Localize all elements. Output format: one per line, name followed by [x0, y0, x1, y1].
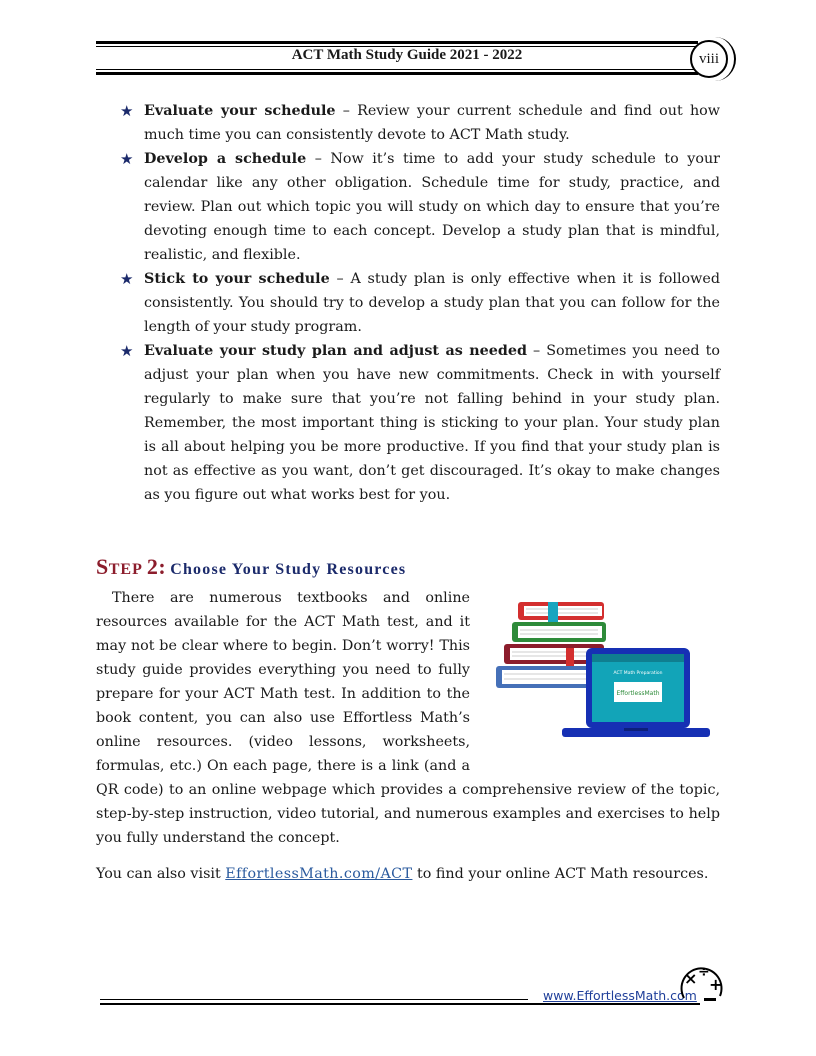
step-number: 2:	[146, 554, 167, 579]
list-item	[120, 267, 720, 339]
svg-text:×: ×	[684, 969, 698, 988]
page-number: viii	[690, 40, 728, 78]
star-icon: ★	[120, 342, 134, 360]
svg-text:÷: ÷	[698, 964, 710, 980]
bullet-text: – A study plan is only effective when it is followed consistently. You should try to develop a study plan that you can follow for the length of your study program.	[144, 271, 720, 335]
intro-line: There are numerous textbooks and online	[112, 590, 470, 606]
intro-paragraph	[96, 586, 470, 778]
intro-line: study guide provides everything you need to fully	[96, 662, 470, 678]
svg-text:+: +	[709, 975, 723, 994]
footer-url[interactable]: www.EffortlessMath.com	[543, 988, 697, 1003]
bullet-term: Stick to your schedule	[144, 271, 330, 287]
visit-paragraph	[96, 862, 720, 886]
green-book	[512, 622, 606, 642]
bullet-text: – Review your current schedule and find out how much time you can consistently devote to ACT Math study.	[144, 103, 720, 143]
intro-line: may not be clear where to begin. Don’t worry! This	[96, 638, 470, 654]
visit-prefix: You can also visit	[96, 866, 226, 882]
step-heading-word: TEP	[108, 561, 143, 578]
header-rule-bottom-thin	[96, 69, 698, 70]
bullet-term: Evaluate your schedule	[144, 103, 336, 119]
intro-line: formulas, etc.) On each page, there is a link (and a	[96, 758, 470, 774]
bullet-text: – Sometimes you need to adjust your plan when you have new commitments. Check in with yourself regularly to make sure that you’re not falling behind in your study plan. Remember, the most important thing is sticking to your plan. Your study plan is all about helping you be more productive. If you find that your study plan is not as effective as you want, don’t get discouraged. It’s okay to make changes as you figure out what works best for you.	[144, 343, 720, 503]
intro-continuation: QR code) to an online webpage which provides a comprehensive review of the topic, step-by-step instruction, video tutorial, and numerous examples and exercises to help you fully understand the concept.	[96, 782, 720, 846]
bullet-text: – Now it’s time to add your study schedule to your calendar like any other obligation. Schedule time for study, practice, and review. Plan out which topic you will study on which day to ensure that you’re devoting enough time to each concept. Develop a study plan that is mindful, realistic, and flexible.	[144, 151, 720, 263]
books-laptop-illustration	[494, 598, 712, 744]
intro-line: prepare for your ACT Math test. In addition to the	[96, 686, 470, 702]
footer-rule-thick	[100, 1003, 700, 1005]
bullet-term: Develop a schedule	[144, 151, 307, 167]
intro-line: online resources. (video lessons, worksheets,	[96, 734, 470, 750]
list-item	[120, 147, 720, 267]
list-item	[120, 99, 720, 147]
intro-line: resources available for the ACT Math test, and it	[96, 614, 470, 630]
star-icon: ★	[120, 150, 134, 168]
list-item	[120, 339, 720, 507]
visit-suffix: to find your online ACT Math resources.	[412, 866, 709, 882]
math-operators-icon	[676, 958, 726, 1008]
star-icon: ★	[120, 102, 134, 120]
star-icon: ★	[120, 270, 134, 288]
header-rule-bottom-thick	[96, 72, 698, 75]
step-heading	[96, 554, 406, 580]
intro-line: book content, you can also use Effortless Math’s	[96, 710, 470, 726]
screen-logo: EffortlessMath	[616, 690, 660, 697]
header-rule-top-thick	[96, 41, 698, 44]
header-title: ACT Math Study Guide 2021 - 2022	[291, 47, 523, 63]
footer-rule-thin	[100, 999, 528, 1000]
step-title: Choose Your Study Resources	[170, 561, 407, 578]
screen-heading: ACT Math Preparation	[613, 671, 663, 676]
bullet-term: Evaluate your study plan and adjust as needed	[144, 343, 527, 359]
step-heading-initial: S	[96, 554, 109, 579]
schedule-tips-list	[120, 99, 720, 507]
act-resources-link[interactable]: EffortlessMath.com/ACT	[225, 866, 413, 882]
